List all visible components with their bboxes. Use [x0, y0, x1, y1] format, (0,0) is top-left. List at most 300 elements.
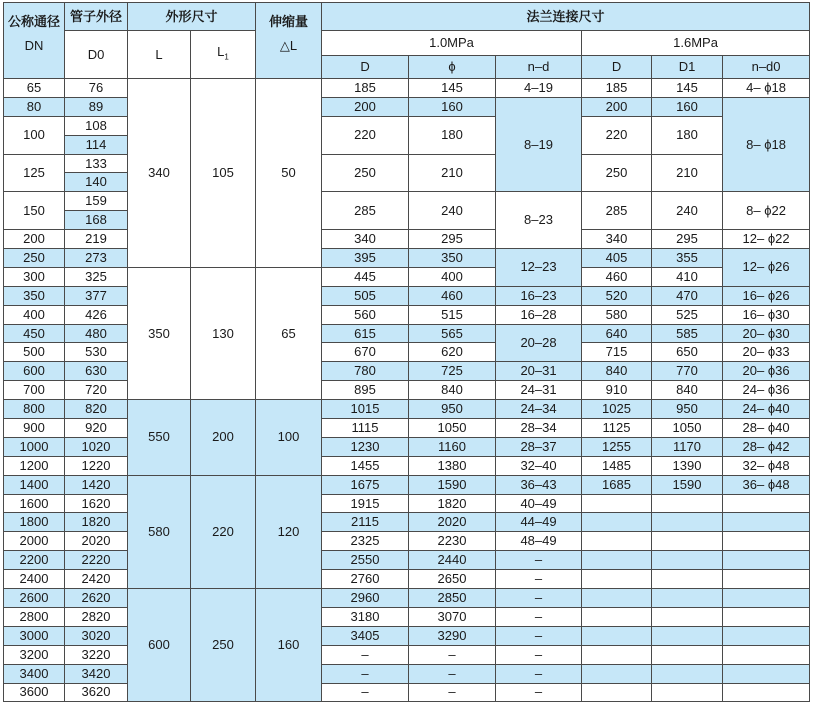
pipe-expansion-joint-dimension-table — [3, 2, 810, 702]
table-row — [4, 475, 810, 494]
cell-p2-nd0 — [723, 626, 810, 645]
cell-p2-d — [582, 551, 652, 570]
cell-d0: 2620 — [65, 589, 128, 608]
cell-d0: 2820 — [65, 607, 128, 626]
cell-p2-d — [582, 589, 652, 608]
cell-p2-nd0: 16– ϕ26 — [723, 286, 810, 305]
cell-d0: 133 — [65, 154, 128, 173]
cell-d0: 2020 — [65, 532, 128, 551]
cell-p2-d1: 1050 — [652, 419, 723, 438]
table-row — [4, 664, 810, 683]
cell-l1: 220 — [191, 475, 256, 588]
cell-p2-d: 640 — [582, 324, 652, 343]
cell-d0: 630 — [65, 362, 128, 381]
cell-dn: 400 — [4, 305, 65, 324]
cell-p2-d — [582, 494, 652, 513]
cell-p2-d1: 585 — [652, 324, 723, 343]
cell-dn: 1000 — [4, 437, 65, 456]
header-pressure-1-6: 1.6MPa — [582, 31, 810, 56]
cell-p2-nd0: 8– ϕ18 — [723, 97, 810, 191]
header-l1-code: L — [217, 43, 225, 59]
cell-p1-nd: – — [496, 645, 582, 664]
cell-d0: 1620 — [65, 494, 128, 513]
cell-p1-nd: 16–23 — [496, 286, 582, 305]
cell-p2-d: 200 — [582, 97, 652, 116]
cell-p2-nd0: 28– ϕ42 — [723, 437, 810, 456]
cell-p1-phi: 180 — [409, 116, 496, 154]
cell-p1-d: 250 — [322, 154, 409, 192]
cell-p1-phi: 565 — [409, 324, 496, 343]
cell-p2-nd0 — [723, 513, 810, 532]
cell-d0: 140 — [65, 173, 128, 192]
cell-dn: 3000 — [4, 626, 65, 645]
cell-p2-d1 — [652, 589, 723, 608]
cell-d0: 3420 — [65, 664, 128, 683]
table-row — [4, 116, 810, 135]
cell-p1-d: 3180 — [322, 607, 409, 626]
cell-dn: 1800 — [4, 513, 65, 532]
cell-p1-nd: 44–49 — [496, 513, 582, 532]
cell-p1-phi: 145 — [409, 79, 496, 98]
header-shape-title: 外形尺寸 — [128, 3, 256, 31]
cell-p1-d: – — [322, 664, 409, 683]
cell-dn: 65 — [4, 79, 65, 98]
cell-d0: 426 — [65, 305, 128, 324]
cell-dn: 150 — [4, 192, 65, 230]
cell-p1-nd: – — [496, 570, 582, 589]
cell-p2-d1: 410 — [652, 267, 723, 286]
cell-p2-d: 460 — [582, 267, 652, 286]
table-row — [4, 79, 810, 98]
cell-p2-nd0: 12– ϕ26 — [723, 249, 810, 287]
cell-p2-d — [582, 607, 652, 626]
cell-p2-d1 — [652, 683, 723, 702]
table-row — [4, 343, 810, 362]
cell-dn: 3600 — [4, 683, 65, 702]
cell-dn: 200 — [4, 230, 65, 249]
header-dl-title: 伸缩量 — [269, 13, 309, 29]
cell-p2-d1: 840 — [652, 381, 723, 400]
cell-p2-d — [582, 645, 652, 664]
cell-p1-d: 2325 — [322, 532, 409, 551]
cell-p2-d: 285 — [582, 192, 652, 230]
cell-p2-nd0: 24– ϕ40 — [723, 400, 810, 419]
cell-p2-d1: 525 — [652, 305, 723, 324]
cell-d0: 530 — [65, 343, 128, 362]
cell-p1-d: – — [322, 645, 409, 664]
table-row — [4, 324, 810, 343]
cell-p2-d1: 1170 — [652, 437, 723, 456]
cell-dn: 2400 — [4, 570, 65, 589]
cell-p1-phi: 2020 — [409, 513, 496, 532]
header-p2-nd0: n–d0 — [723, 56, 810, 79]
cell-d0: 720 — [65, 381, 128, 400]
cell-p2-nd0: 20– ϕ33 — [723, 343, 810, 362]
cell-p2-nd0: 4– ϕ18 — [723, 79, 810, 98]
cell-p1-nd: – — [496, 607, 582, 626]
table-row — [4, 286, 810, 305]
cell-p2-d — [582, 532, 652, 551]
cell-l: 550 — [128, 400, 191, 476]
cell-p2-nd0 — [723, 589, 810, 608]
cell-p1-nd: – — [496, 664, 582, 683]
cell-p1-phi: 240 — [409, 192, 496, 230]
cell-delta-l: 160 — [256, 589, 322, 702]
cell-l1: 130 — [191, 267, 256, 399]
cell-p2-d1: 770 — [652, 362, 723, 381]
cell-delta-l: 65 — [256, 267, 322, 399]
cell-p2-d: 340 — [582, 230, 652, 249]
cell-delta-l: 100 — [256, 400, 322, 476]
cell-l: 340 — [128, 79, 191, 268]
cell-p2-d: 1125 — [582, 419, 652, 438]
cell-p2-d1 — [652, 532, 723, 551]
cell-p1-phi: 3290 — [409, 626, 496, 645]
cell-dn: 2000 — [4, 532, 65, 551]
table-row — [4, 645, 810, 664]
cell-p2-d1: 210 — [652, 154, 723, 192]
cell-p2-nd0 — [723, 664, 810, 683]
cell-p2-d1: 650 — [652, 343, 723, 362]
cell-p1-nd: 8–23 — [496, 192, 582, 249]
cell-p2-nd0: 28– ϕ40 — [723, 419, 810, 438]
cell-dn: 500 — [4, 343, 65, 362]
cell-p1-nd: 28–37 — [496, 437, 582, 456]
header-p2-d: D — [582, 56, 652, 79]
cell-p2-nd0: 8– ϕ22 — [723, 192, 810, 230]
cell-dn: 1600 — [4, 494, 65, 513]
cell-p2-d: 715 — [582, 343, 652, 362]
cell-p1-phi: 620 — [409, 343, 496, 362]
table-row — [4, 532, 810, 551]
header-p1-phi: ϕ — [409, 56, 496, 79]
cell-p1-d: 185 — [322, 79, 409, 98]
cell-p2-d: 250 — [582, 154, 652, 192]
cell-p1-phi: 210 — [409, 154, 496, 192]
cell-p2-d: 580 — [582, 305, 652, 324]
cell-p1-d: – — [322, 683, 409, 702]
header-pressure-1-0: 1.0MPa — [322, 31, 582, 56]
cell-p2-d: 1485 — [582, 456, 652, 475]
cell-d0: 219 — [65, 230, 128, 249]
header-nominal-diameter — [4, 3, 65, 79]
header-expansion — [256, 3, 322, 79]
cell-dn: 100 — [4, 116, 65, 154]
cell-p1-phi: 460 — [409, 286, 496, 305]
cell-d0: 920 — [65, 419, 128, 438]
cell-dn: 900 — [4, 419, 65, 438]
cell-p1-nd: 16–28 — [496, 305, 582, 324]
cell-p1-phi: – — [409, 683, 496, 702]
cell-p1-phi: 1050 — [409, 419, 496, 438]
cell-p1-d: 395 — [322, 249, 409, 268]
cell-dn: 1200 — [4, 456, 65, 475]
cell-p1-d: 2760 — [322, 570, 409, 589]
cell-p1-d: 505 — [322, 286, 409, 305]
cell-p1-nd: – — [496, 551, 582, 570]
cell-p1-nd: – — [496, 683, 582, 702]
cell-p1-nd: – — [496, 626, 582, 645]
cell-p2-d1: 355 — [652, 249, 723, 268]
cell-p1-nd: 40–49 — [496, 494, 582, 513]
cell-p1-d: 1015 — [322, 400, 409, 419]
cell-delta-l: 50 — [256, 79, 322, 268]
cell-p1-d: 2550 — [322, 551, 409, 570]
cell-p1-phi: 1160 — [409, 437, 496, 456]
table-row — [4, 513, 810, 532]
cell-p2-d: 520 — [582, 286, 652, 305]
cell-dn: 2600 — [4, 589, 65, 608]
cell-p2-d1: 950 — [652, 400, 723, 419]
cell-p1-phi: 2440 — [409, 551, 496, 570]
cell-d0: 159 — [65, 192, 128, 211]
table-row — [4, 683, 810, 702]
cell-p1-phi: 1820 — [409, 494, 496, 513]
header-p1-nd: n–d — [496, 56, 582, 79]
cell-d0: 89 — [65, 97, 128, 116]
cell-p1-phi: 2850 — [409, 589, 496, 608]
cell-p1-nd: 24–31 — [496, 381, 582, 400]
cell-p2-nd0 — [723, 683, 810, 702]
cell-p1-phi: 1380 — [409, 456, 496, 475]
cell-p1-phi: 950 — [409, 400, 496, 419]
cell-p1-d: 615 — [322, 324, 409, 343]
cell-p1-nd: 12–23 — [496, 249, 582, 287]
cell-p2-nd0: 12– ϕ22 — [723, 230, 810, 249]
cell-p1-nd: 24–34 — [496, 400, 582, 419]
cell-p1-d: 445 — [322, 267, 409, 286]
cell-p1-d: 3405 — [322, 626, 409, 645]
cell-p1-d: 1675 — [322, 475, 409, 494]
cell-l: 580 — [128, 475, 191, 588]
cell-l1: 200 — [191, 400, 256, 476]
cell-p2-nd0: 20– ϕ36 — [723, 362, 810, 381]
cell-p1-phi: 1590 — [409, 475, 496, 494]
cell-p1-d: 285 — [322, 192, 409, 230]
cell-p1-d: 895 — [322, 381, 409, 400]
cell-p2-d1: 1390 — [652, 456, 723, 475]
cell-dn: 700 — [4, 381, 65, 400]
cell-p1-phi: 515 — [409, 305, 496, 324]
cell-l: 350 — [128, 267, 191, 399]
cell-p1-d: 1915 — [322, 494, 409, 513]
cell-p1-phi: 840 — [409, 381, 496, 400]
cell-d0: 325 — [65, 267, 128, 286]
cell-p2-d1: 180 — [652, 116, 723, 154]
header-dn-title: 公称通径 — [7, 13, 60, 29]
cell-dn: 250 — [4, 249, 65, 268]
cell-p1-phi: 160 — [409, 97, 496, 116]
cell-p2-nd0 — [723, 532, 810, 551]
cell-d0: 2420 — [65, 570, 128, 589]
header-dn-code: DN — [24, 37, 44, 53]
cell-p1-nd: 20–28 — [496, 324, 582, 362]
cell-p1-d: 560 — [322, 305, 409, 324]
cell-p2-d1 — [652, 664, 723, 683]
cell-dn: 300 — [4, 267, 65, 286]
cell-dn: 125 — [4, 154, 65, 192]
table-row — [4, 305, 810, 324]
cell-p1-phi: – — [409, 645, 496, 664]
cell-dn: 1400 — [4, 475, 65, 494]
cell-d0: 1220 — [65, 456, 128, 475]
table-row — [4, 589, 810, 608]
header-pipe-od-title: 管子外径 — [65, 3, 128, 31]
cell-l1: 105 — [191, 79, 256, 268]
table-row — [4, 154, 810, 173]
cell-l1: 250 — [191, 589, 256, 702]
table-row — [4, 230, 810, 249]
cell-p2-nd0: 24– ϕ36 — [723, 381, 810, 400]
cell-d0: 3220 — [65, 645, 128, 664]
cell-p1-nd: 4–19 — [496, 79, 582, 98]
cell-dn: 350 — [4, 286, 65, 305]
cell-dn: 2800 — [4, 607, 65, 626]
cell-p2-nd0: 36– ϕ48 — [723, 475, 810, 494]
cell-p1-nd: 20–31 — [496, 362, 582, 381]
header-l: L — [128, 31, 191, 79]
cell-p2-d1 — [652, 607, 723, 626]
cell-p2-d: 185 — [582, 79, 652, 98]
table-row — [4, 456, 810, 475]
header-p2-d1: D1 — [652, 56, 723, 79]
cell-p2-d — [582, 570, 652, 589]
cell-d0: 1020 — [65, 437, 128, 456]
cell-p2-d1: 295 — [652, 230, 723, 249]
cell-p1-d: 2115 — [322, 513, 409, 532]
cell-p2-d: 220 — [582, 116, 652, 154]
cell-d0: 3020 — [65, 626, 128, 645]
cell-p2-nd0 — [723, 551, 810, 570]
cell-d0: 820 — [65, 400, 128, 419]
cell-p2-d1 — [652, 626, 723, 645]
cell-p1-phi: 400 — [409, 267, 496, 286]
cell-p2-d — [582, 664, 652, 683]
cell-p1-nd: 8–19 — [496, 97, 582, 191]
header-d0: D0 — [65, 31, 128, 79]
cell-dn: 450 — [4, 324, 65, 343]
cell-p1-phi: 2230 — [409, 532, 496, 551]
table-row — [4, 381, 810, 400]
table-row — [4, 437, 810, 456]
header-l1-sub: 1 — [224, 52, 229, 62]
cell-p1-d: 200 — [322, 97, 409, 116]
cell-p1-d: 2960 — [322, 589, 409, 608]
cell-p1-nd: 28–34 — [496, 419, 582, 438]
cell-d0: 377 — [65, 286, 128, 305]
table-row — [4, 400, 810, 419]
table-row — [4, 607, 810, 626]
cell-p2-d1: 1590 — [652, 475, 723, 494]
table-row — [4, 494, 810, 513]
cell-p1-d: 1455 — [322, 456, 409, 475]
table-row — [4, 192, 810, 211]
cell-p2-d: 840 — [582, 362, 652, 381]
cell-p2-d1: 145 — [652, 79, 723, 98]
cell-p2-d1: 470 — [652, 286, 723, 305]
cell-p2-d — [582, 513, 652, 532]
table-row — [4, 97, 810, 116]
cell-p1-d: 340 — [322, 230, 409, 249]
cell-l: 600 — [128, 589, 191, 702]
table-row — [4, 267, 810, 286]
cell-p2-d — [582, 626, 652, 645]
cell-p1-nd: – — [496, 589, 582, 608]
cell-p1-nd: 32–40 — [496, 456, 582, 475]
cell-p2-nd0: 16– ϕ30 — [723, 305, 810, 324]
cell-d0: 480 — [65, 324, 128, 343]
header-l1 — [191, 31, 256, 79]
cell-p1-phi: 2650 — [409, 570, 496, 589]
cell-dn: 800 — [4, 400, 65, 419]
cell-d0: 3620 — [65, 683, 128, 702]
cell-p2-d1: 160 — [652, 97, 723, 116]
cell-p1-phi: 725 — [409, 362, 496, 381]
cell-p2-d: 1255 — [582, 437, 652, 456]
cell-delta-l: 120 — [256, 475, 322, 588]
cell-dn: 2200 — [4, 551, 65, 570]
cell-d0: 1820 — [65, 513, 128, 532]
table-row — [4, 362, 810, 381]
cell-p1-phi: 350 — [409, 249, 496, 268]
cell-p1-d: 220 — [322, 116, 409, 154]
cell-dn: 600 — [4, 362, 65, 381]
cell-d0: 273 — [65, 249, 128, 268]
table-body — [4, 79, 810, 702]
table-row — [4, 626, 810, 645]
cell-p2-d1 — [652, 570, 723, 589]
cell-d0: 76 — [65, 79, 128, 98]
cell-p2-nd0: 20– ϕ30 — [723, 324, 810, 343]
cell-p2-nd0 — [723, 570, 810, 589]
cell-p1-phi: 295 — [409, 230, 496, 249]
table-row — [4, 570, 810, 589]
cell-p2-d1 — [652, 494, 723, 513]
cell-p2-nd0 — [723, 494, 810, 513]
cell-p1-phi: – — [409, 664, 496, 683]
cell-p2-d1: 240 — [652, 192, 723, 230]
cell-p2-d1 — [652, 513, 723, 532]
cell-p2-d: 1685 — [582, 475, 652, 494]
cell-p2-d: 405 — [582, 249, 652, 268]
header-dl-code: △L — [279, 37, 298, 53]
cell-p1-nd: 48–49 — [496, 532, 582, 551]
cell-dn: 3400 — [4, 664, 65, 683]
cell-p2-d1 — [652, 645, 723, 664]
cell-p1-nd: 36–43 — [496, 475, 582, 494]
cell-d0: 108 — [65, 116, 128, 135]
cell-dn: 80 — [4, 97, 65, 116]
cell-p2-d: 1025 — [582, 400, 652, 419]
cell-p2-nd0 — [723, 607, 810, 626]
cell-p2-d1 — [652, 551, 723, 570]
header-p1-d: D — [322, 56, 409, 79]
cell-p2-d — [582, 683, 652, 702]
header-flange-title: 法兰连接尺寸 — [322, 3, 810, 31]
table-row — [4, 551, 810, 570]
cell-p2-nd0: 32– ϕ48 — [723, 456, 810, 475]
table-row — [4, 249, 810, 268]
cell-d0: 168 — [65, 211, 128, 230]
cell-d0: 1420 — [65, 475, 128, 494]
cell-dn: 3200 — [4, 645, 65, 664]
table-row — [4, 419, 810, 438]
cell-p2-d: 910 — [582, 381, 652, 400]
cell-p2-nd0 — [723, 645, 810, 664]
cell-p1-d: 1115 — [322, 419, 409, 438]
cell-p1-phi: 3070 — [409, 607, 496, 626]
cell-p1-d: 1230 — [322, 437, 409, 456]
